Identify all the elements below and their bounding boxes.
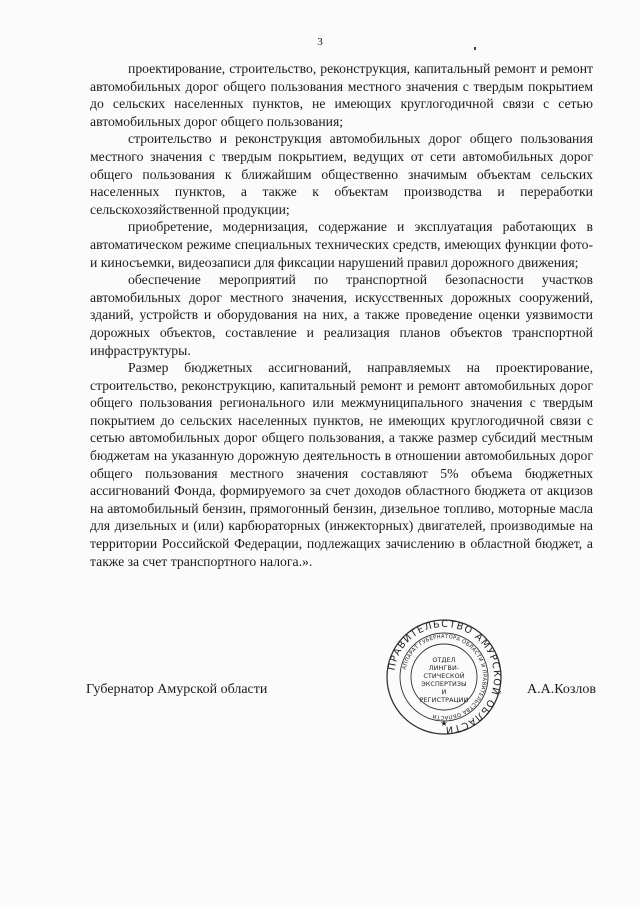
signer-name: А.А.Козлов	[527, 682, 596, 697]
signature-block	[86, 682, 596, 712]
paragraph: Размер бюджетных ассигнований, направляемых на проектирование, строительство, реконструкцию, капитальный ремонт и ремонт автомобильных дорог общего пользования регионального или межмуниципального значения с твердым покрытием до сельских населенных пунктов, не имеющих круглогодичной связи с сетью автомобильных дорог общего пользования, а также размер субсидий местным бюджетам на указанную дорожную деятельность в отношении автомобильных дорог общего пользования местного значения составляют 5% объема бюджетных ассигнований Фонда, формируемого за счет доходов областного бюджета от акцизов на автомобильный бензин, прямогонный бензин, дизельное топливо, моторные масла для дизельных и (или) карбюраторных (инжекторных) двигателей, производимые на территории Российской Федерации, подлежащих зачислению в областной бюджет, а также за счет транспортного налога.».	[90, 360, 593, 569]
official-seal-stamp	[385, 618, 503, 736]
seal-outer-text: ПРАВИТЕЛЬСТВО АМУРСКОЙ ОБЛАСТИ	[386, 618, 503, 736]
paragraph: обеспечение мероприятий по транспортной безопасности участков автомобильных дорог местного значения, искусственных дорожных сооружений, зданий, устройств и оборудования на них, а также проведение оценки уязвимости дорожных объектов, составление и реализация планов объектов транспортной инфраструктуры.	[90, 272, 593, 358]
seal-center-text: ОТДЕЛ ЛИНГВИ- СТИЧЕСКОЙ ЭКСПЕРТИЗЫ И РЕГИСТРАЦИИ	[419, 656, 469, 704]
signer-title: Губернатор Амурской области	[86, 682, 268, 697]
paragraph: приобретение, модернизация, содержание и эксплуатация работающих в автоматическом режиме специальных технических средств, имеющих функции фото- и киносъемки, видеозаписи для фиксации нарушений правил дорожного движения;	[90, 219, 593, 270]
seal-middle-text: АППАРАТ ГУБЕРНАТОРА ОБЛАСТИ И ПРАВИТЕЛЬСТВА ОБЛАСТИ	[401, 633, 488, 721]
seal-star-icon: ★	[440, 719, 448, 728]
paragraph: проектирование, строительство, реконструкция, капитальный ремонт и ремонт автомобильных дорог общего пользования местного значения с твердым покрытием до сельских населенных пунктов, не имеющих круглогодичной связи с сетью автомобильных дорог общего пользования;	[90, 61, 593, 129]
paragraph: строительство и реконструкция автомобильных дорог общего пользования местного значения с твердым покрытием, ведущих от сети автомобильных дорог общего пользования к ближайшим общественно значимым объектам сельских населенных пунктов, а также к объектам производства и переработки сельскохозяйственной продукции;	[90, 131, 593, 217]
page-number: 3	[317, 36, 323, 48]
document-body	[90, 60, 593, 570]
scan-speck	[474, 47, 476, 50]
